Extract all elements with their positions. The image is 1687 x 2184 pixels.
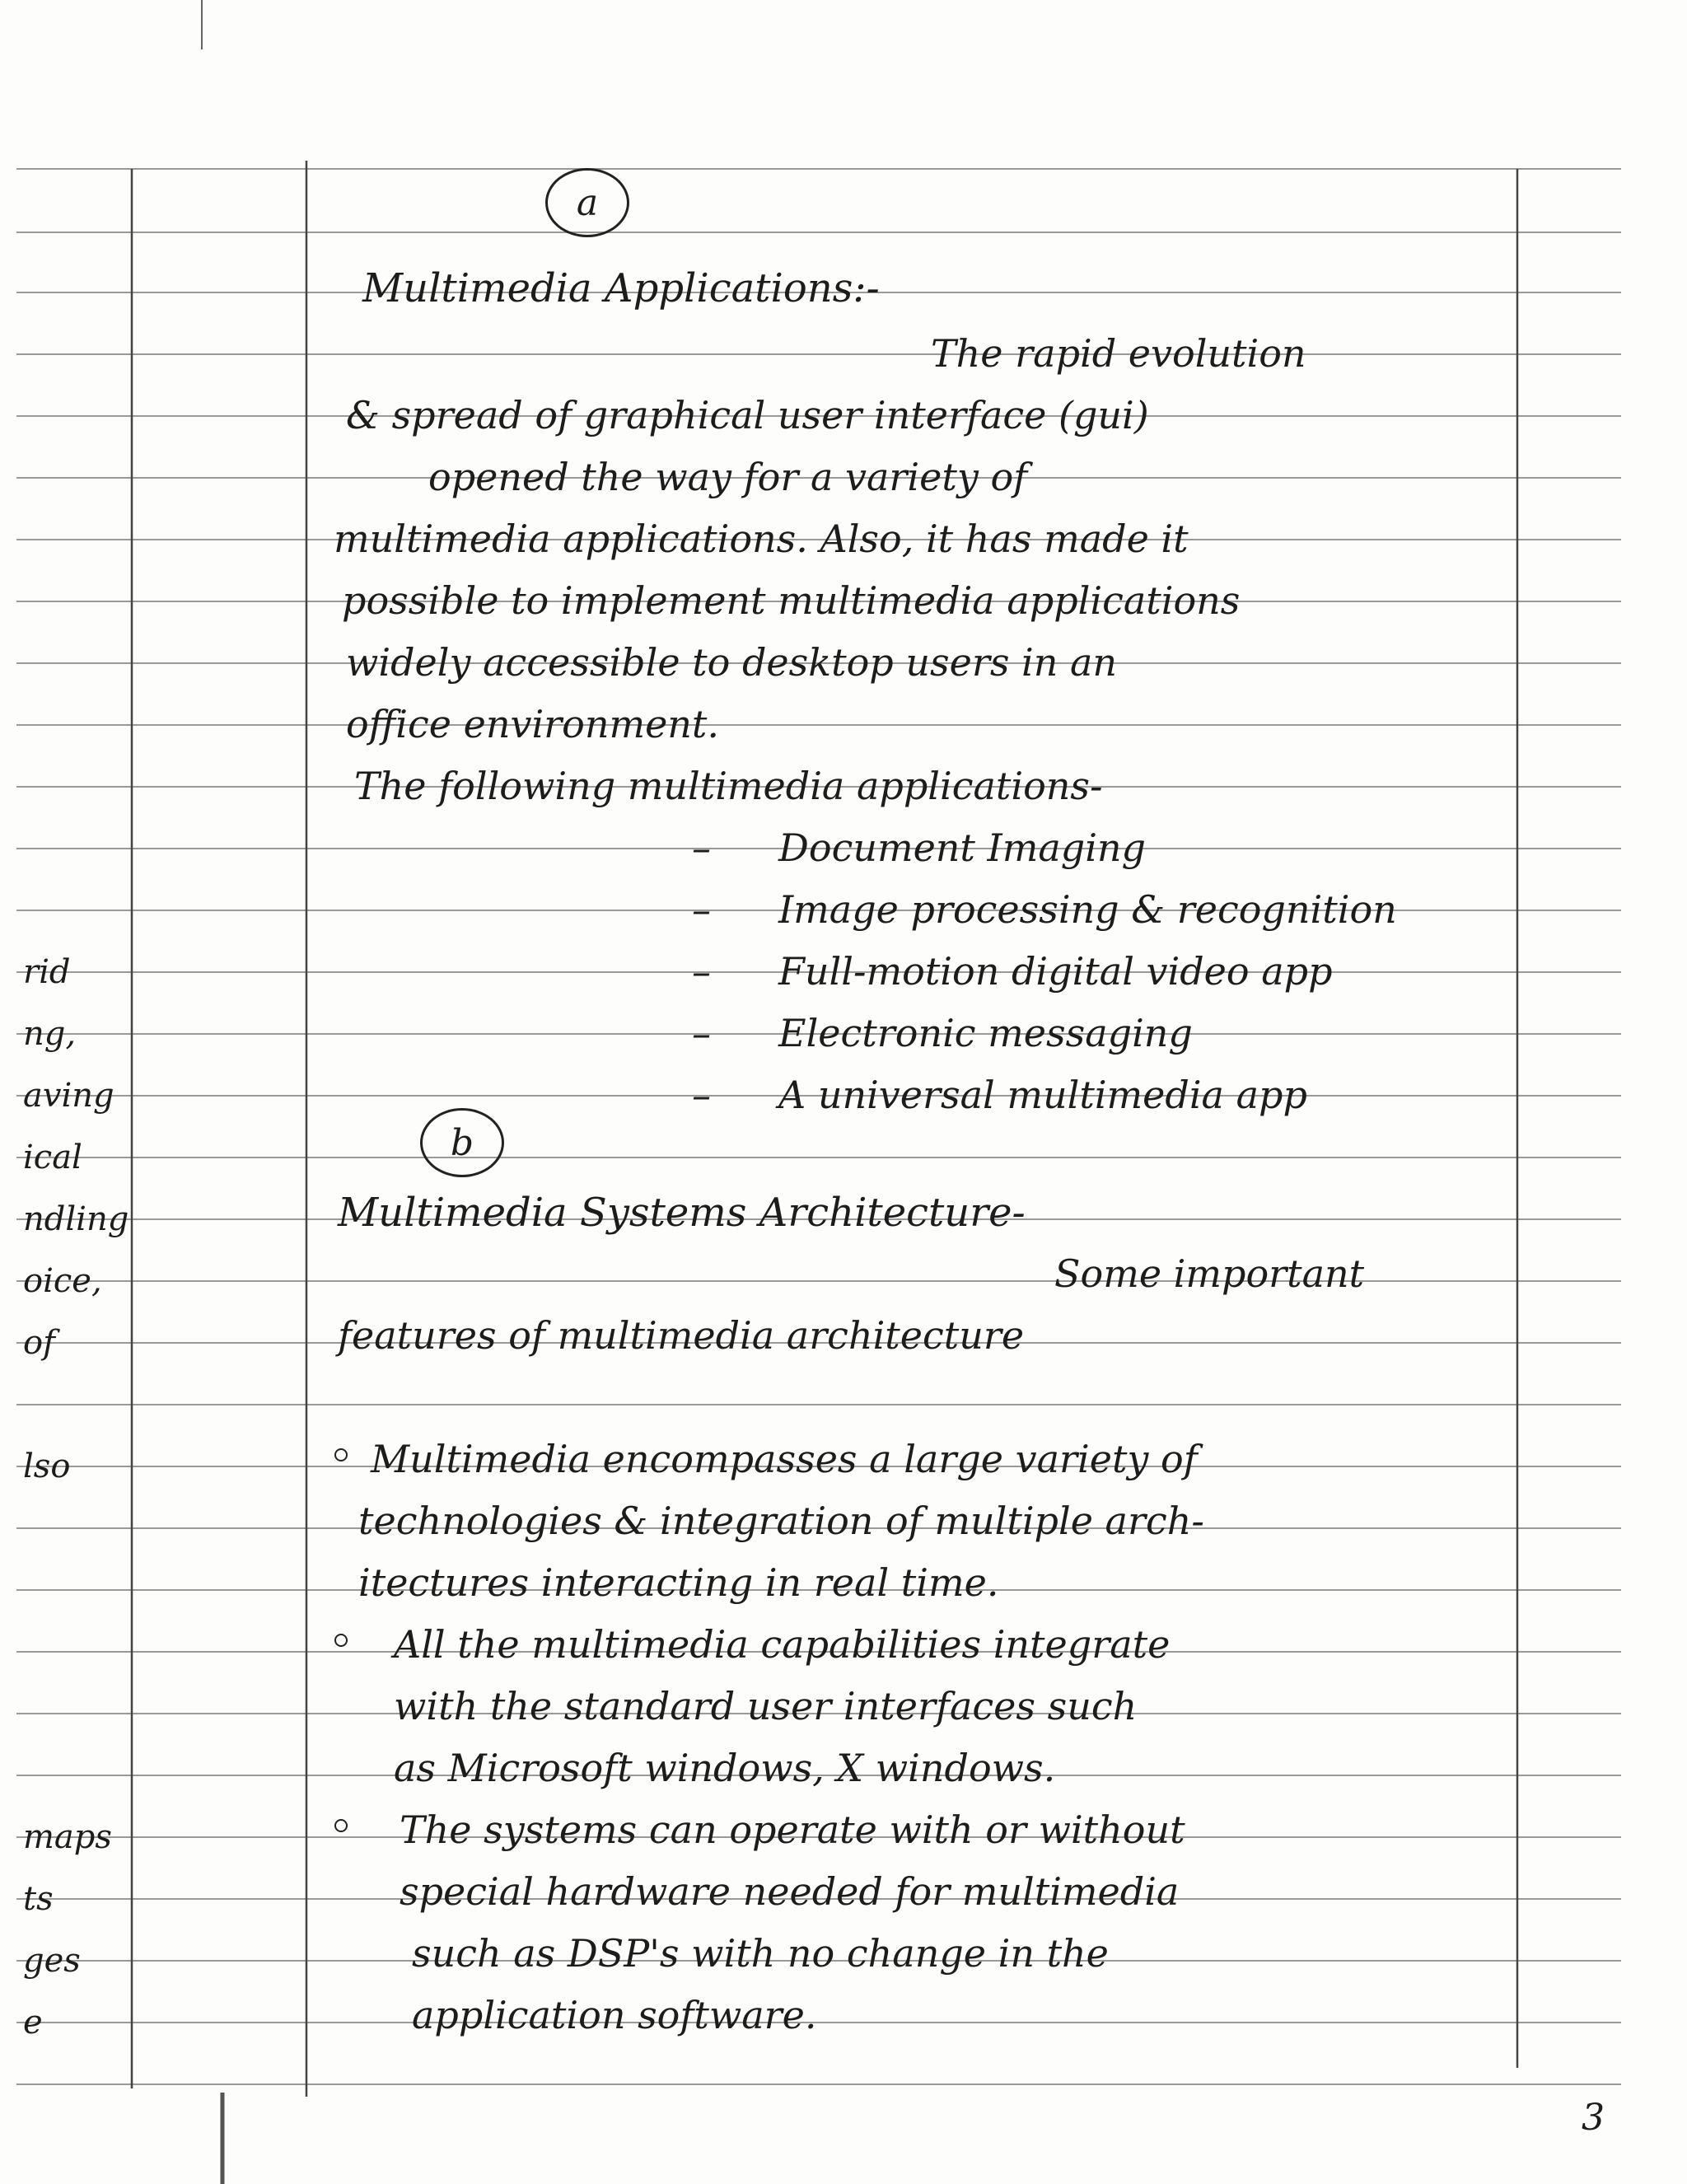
list-item: A universal multimedia app [778,1073,1307,1117]
section-a-heading: Multimedia Applications:- [362,265,880,311]
section-b-heading: Multimedia Systems Architecture- [338,1190,1026,1236]
bullet-line: All the multimedia capabilities integrate [394,1622,1171,1667]
list-dash: – [692,825,711,870]
bullet-line: technologies & integration of multiple arch- [358,1499,1204,1543]
list-item: Image processing & recognition [778,887,1397,932]
bullet-line: such as DSP's with no change in the [412,1931,1109,1976]
margin-fragment: rid [23,953,71,991]
margin-fragment: ndling [23,1200,129,1238]
list-item: Full-motion digital video app [778,949,1333,994]
bullet-line: special hardware needed for multimedia [400,1869,1180,1914]
list-dash: – [692,1011,711,1055]
paragraph-line: possible to implement multimedia applications [342,578,1241,623]
paragraph-line: & spread of graphical user interface (gui) [346,393,1149,437]
paragraph-line: opened the way for a variety of [428,455,1028,499]
bullet-line: with the standard user interfaces such [394,1684,1138,1728]
paragraph-line: widely accessible to desktop users in an [346,640,1118,685]
list-item: Electronic messaging [778,1011,1193,1055]
page-number: 3 [1582,2097,1605,2139]
paragraph-line: multimedia applications. Also, it has made it [334,517,1189,561]
margin-fragment: ges [23,1942,81,1980]
bullet-marker [334,1819,348,1832]
margin-fragment: lso [23,1447,71,1485]
bullet-line: as Microsoft windows, X windows. [394,1746,1056,1790]
intro-line: Some important [1054,1251,1365,1296]
section-a-label: a [545,168,629,237]
margin-fragment: ical [23,1139,82,1176]
margin-fragment: ts [23,1880,54,1918]
section-b-label: b [420,1108,504,1177]
bullet-marker [334,1448,348,1461]
bullet-line: application software. [412,1993,817,2037]
paragraph-line: The rapid evolution [931,331,1306,376]
margin-fragment: e [23,2004,43,2041]
margin-fragment: aving [23,1077,114,1115]
list-intro: The following multimedia applications- [354,764,1103,808]
margin-fragment: ng, [23,1015,77,1053]
intro-line: features of multimedia architecture [338,1313,1025,1358]
list-dash: – [692,949,711,994]
paragraph-line: office environment. [346,702,720,746]
list-item: Document Imaging [778,825,1146,870]
bullet-line: The systems can operate with or without [400,1808,1185,1852]
bullet-marker [334,1634,348,1647]
bullet-line: Multimedia encompasses a large variety of [371,1437,1198,1481]
bullet-line: itectures interacting in real time. [358,1560,999,1605]
margin-fragment: maps [23,1818,112,1856]
list-dash: – [692,887,711,932]
margin-fragment: oice, [23,1262,102,1300]
list-dash: – [692,1073,711,1117]
margin-fragment: of [23,1324,55,1362]
